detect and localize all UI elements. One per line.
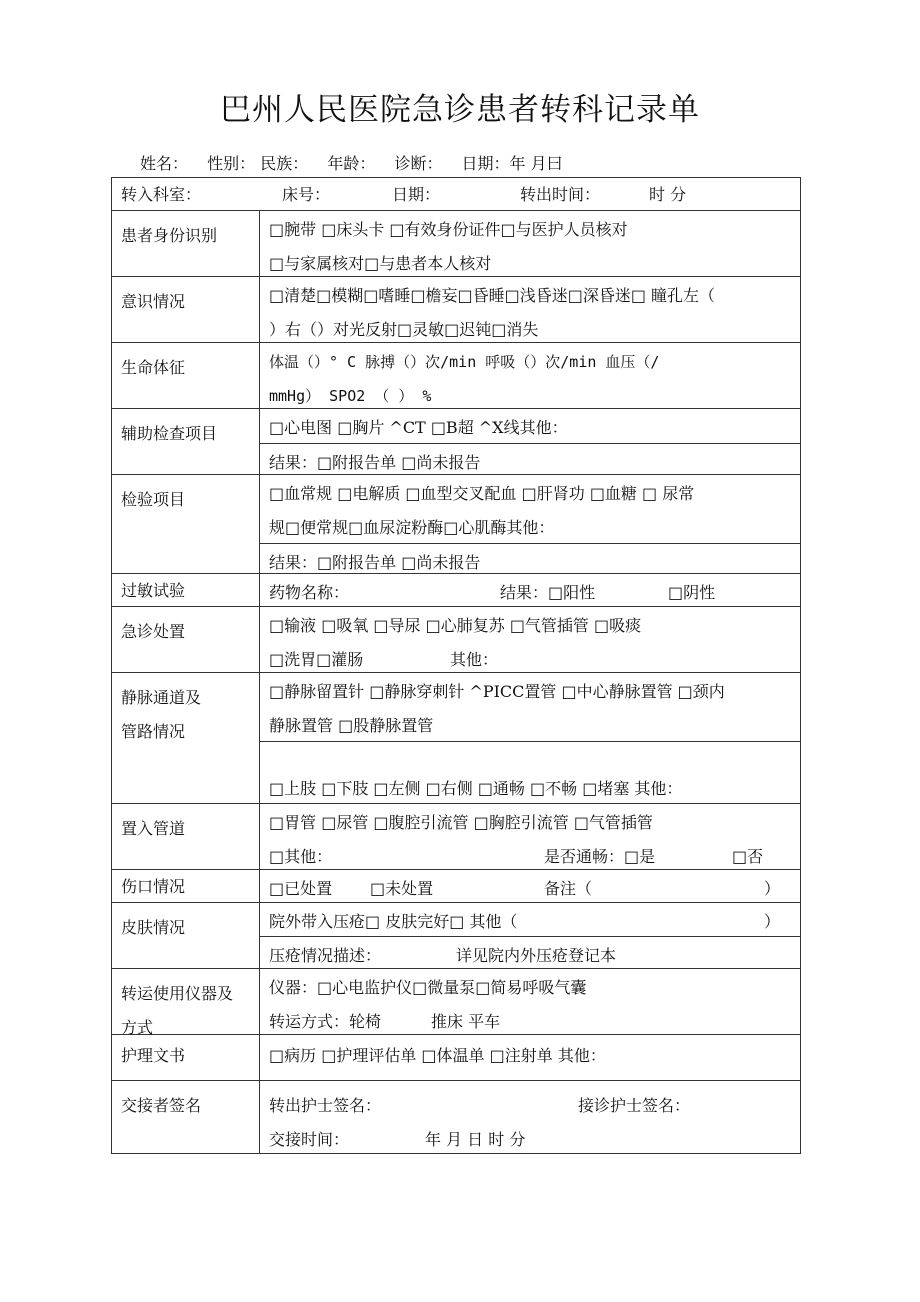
handover-time-label: 交接时间： [269,1130,350,1149]
allergy-drug-label: 药物名称： [269,583,350,602]
iv-options-2: 静脉置管 □股静脉置管 [269,716,434,735]
aux-exam-options: □心电图 □胸片 ^CT □B超 ^X线其他： [269,418,568,437]
emergency-other: 其他： [450,650,499,669]
iv-label-line-1: 静脉通道及 [121,688,202,707]
transfer-time-unit: 时 分 [649,185,687,204]
in-nurse-signature: 接诊护士签名： [578,1096,691,1115]
vitals-row [112,342,800,408]
wound-row [112,869,800,902]
catheter-patent-no: □否 [732,847,764,866]
nursing-docs-row [112,1034,800,1080]
skin-row [112,902,800,968]
allergy-row [112,573,800,606]
wound-note: 备注（ [544,879,593,898]
identity-label: 患者身份识别 [112,211,260,276]
consciousness-options-2: ）右（）对光反射□灵敏□迟钝□消失 [269,320,539,339]
emergency-options-2: □洗胃□灌肠 [269,650,364,669]
lab-options-1: □血常规 □电解质 □血型交叉配血 □肝肾功 □血糖 □ 尿常 [269,484,695,503]
skin-label: 皮肤情况 [112,903,260,968]
iv-label [112,673,260,803]
transfer-time-label: 转出时间： [520,185,601,204]
identity-options-2: □与家属核对□与患者本人核对 [269,254,492,273]
gender-label: 性别： [207,154,256,173]
emergency-options-1: □输液 □吸氧 □导尿 □心肺复苏 □气管插管 □吸痰 [269,616,642,635]
iv-status-options: □上肢 □下肢 □左侧 □右侧 □通畅 □不畅 □堵塞 其他： [269,779,683,798]
handover-time-units: 年 月 日 时 分 [425,1130,526,1149]
wound-unhandled: □未处置 [370,879,434,898]
allergy-label: 过敏试验 [112,574,260,606]
pressure-ulcer-desc-label: 压疮情况描述： [269,946,382,965]
lab-result: 结果：□附报告单 □尚未报告 [260,543,800,577]
consciousness-options-1: □清楚□模糊□嗜睡□檐妄□昏睡□浅昏迷□深昏迷□ 瞳孔左（ [269,286,716,305]
patient-info-line [140,151,577,174]
lab-options-2: 规□便常规□血尿淀粉酶□心肌酶其他： [269,518,555,537]
wound-note-close: ） [764,879,781,898]
bed-label: 床号： [282,185,331,204]
lab-label: 检验项目 [112,475,260,573]
handover-label: 交接者签名 [112,1081,260,1153]
identity-row [112,210,800,276]
nursing-docs-label: 护理文书 [112,1035,260,1080]
vitals-line-2: mmHg） SPO2 （ ） % [269,387,432,405]
out-nurse-signature: 转出护士签名： [269,1096,382,1115]
transfer-info-row [112,178,800,210]
allergy-result-positive: 结果：□阳性 [500,583,596,602]
lab-row [112,474,800,573]
pressure-ulcer-desc-value: 详见院内外压疮登记本 [456,946,617,965]
consciousness-row [112,276,800,342]
emergency-label: 急诊处置 [112,607,260,672]
transfer-dept-label: 转入科室： [121,185,202,204]
catheter-row [112,803,800,869]
page-title: 巴州人民医院急诊患者转科记录单 [220,92,700,128]
instruments-options: 仪器：□心电监护仪□微量泵□简易呼吸气囊 [269,978,587,997]
iv-status-cell [260,741,800,804]
ethnicity-label: 民族： [260,154,309,173]
date-label: 日期：年 月曰 [461,154,563,173]
transfer-date-label: 日期： [392,185,441,204]
iv-label-line-2: 管路情况 [121,722,186,741]
transport-mode-label: 转运方式：轮椅 [269,1012,382,1031]
vitals-line-1: 体温（）° C 脉搏（）次/min 呼吸（）次/min 血压（/ [269,353,660,371]
catheter-label: 置入管道 [112,804,260,869]
catheter-patent-yes: 是否通畅：□是 [544,847,656,866]
identity-options-1: □腕带 □床头卡 □有效身份证件□与医护人员核对 [269,220,628,239]
vitals-label: 生命体征 [112,343,260,408]
skin-options: 院外带入压疮□ 皮肤完好□ 其他（ [269,912,518,931]
instruments-row [112,968,800,1037]
iv-options-1: □静脉留置针 □静脉穿刺针 ^PICC置管 □中心静脉置管 □颈内 [269,682,725,701]
name-label: 姓名： [140,154,189,173]
allergy-result-negative: □阴性 [668,583,716,602]
iv-row [112,672,800,803]
instruments-label [112,969,260,1037]
diagnosis-label: 诊断： [394,154,443,173]
aux-exam-row [112,408,800,474]
instruments-label-line-1: 转运使用仪器及 [121,984,234,1003]
consciousness-label: 意识情况 [112,277,260,342]
catheter-other: □其他： [269,847,333,866]
transfer-record-form [111,177,801,1154]
aux-exam-label: 辅助检查项目 [112,409,260,474]
handover-row [112,1080,800,1153]
skin-other-close: ） [764,912,781,931]
aux-exam-result: 结果：□附报告单 □尚未报告 [260,443,800,479]
wound-handled: □已处置 [269,879,333,898]
emergency-row [112,606,800,672]
transport-mode-other: 推床 平车 [431,1012,501,1031]
wound-label: 伤口情况 [112,870,260,902]
nursing-docs-options: □病历 □护理评估单 □体温单 □注射单 其他： [269,1046,606,1065]
instruments-label-line-2: 方式 [121,1018,154,1037]
catheter-options: □胃管 □尿管 □腹腔引流管 □胸腔引流管 □气管插管 [269,813,653,832]
age-label: 年龄： [327,154,376,173]
